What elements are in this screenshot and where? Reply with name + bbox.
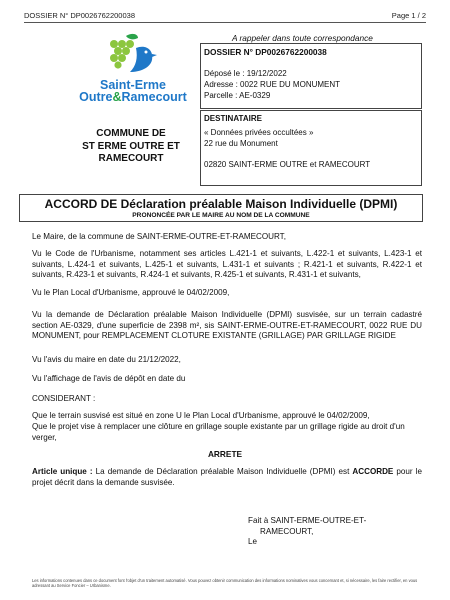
decision-title: ACCORD DE Déclaration préalable Maison Individuelle (DPMI) — [44, 197, 398, 211]
correspondance-note: A rappeler dans toute correspondance — [232, 33, 373, 43]
article-unique-paragraph: Article unique : La demande de Déclaration préalable Maison Individuelle (DPMI) est ACCORDE pour le projet décrit dans la demande susvisée. — [32, 467, 422, 487]
parcelle: Parcelle : AE-0329 — [204, 91, 271, 100]
page-number: Page 1 / 2 — [391, 11, 426, 20]
dossier-box-title: DOSSIER N° DP0026762200038 — [204, 47, 327, 57]
destinataire-street: 22 rue du Monument — [204, 139, 278, 148]
commune-name: COMMUNE DE ST ERME OUTRE ET RAMECOURT — [82, 128, 180, 164]
arrete-heading: ARRETE — [207, 449, 243, 459]
destinataire-title: DESTINATAIRE — [204, 114, 262, 123]
dossier-box — [200, 43, 422, 109]
destinataire-name: « Données privées occultées » — [204, 128, 314, 137]
dossier-reference: DOSSIER N° DP0026762200038 — [24, 11, 135, 20]
considerant-2: Que le projet vise à remplacer une clôture en grillage souple existante par un grillage rigide au droit d'un verger, — [32, 422, 405, 442]
avis-maire-line: Vu l'avis du maire en date du 21/12/2022, — [32, 355, 181, 364]
decision-title-box — [19, 194, 423, 222]
demande-paragraph: Vu la demande de Déclaration préalable Maison Individuelle (DPMI) susvisée, sur un terrain cadastré section AE-0329, d'une superficie de 2398 m², sis SAINT-ERME-OUTRE-ET-RAMECOURT, 0022 RUE DU MONUMENT, pour REMPLACEMENT CLOTURE EXISTANTE (GRILLAGE) PAR GRILLAGE RIGIDE — [32, 310, 422, 341]
header-divider — [24, 22, 426, 23]
accorde-word: ACCORDE — [352, 467, 394, 476]
affichage-line: Vu l'affichage de l'avis de dépôt en date du — [32, 374, 186, 383]
code-urbanisme-paragraph: Vu le Code de l'Urbanisme, notamment ses articles L.421-1 et suivants, L.422-1 et suivants, L.423-1 et suivants, L.424-1 et suivants, L.425-1 et suivants, L.431-1 et suivants ; R.421-1 et suivants, R.422-1 et suivants, R.423-1 et suivants, R.424-1 et suivants, R.425-1 et suivants, R.431-1 et suivants, — [32, 249, 422, 280]
privacy-footer: Les informations contenues dans ce document font l'objet d'un traitement automatisé. Vous pouvez obtenir communication des informations nominatives vous concernant et, si nécessaire, les faire rectifier, en vous adressant au Service Foncier – Urbanisme. — [32, 578, 418, 588]
destinataire-city: 02820 SAINT-ERME OUTRE et RAMECOURT — [204, 160, 371, 169]
considerant-heading: CONSIDERANT : — [32, 394, 96, 403]
destinataire-box — [200, 110, 422, 186]
logo-line-2: Outre&Ramecourt — [79, 90, 187, 104]
signature-block: Fait à SAINT-ERME-OUTRE-ET- RAMECOURT, Le — [248, 516, 367, 547]
logo-wordmark — [78, 79, 188, 103]
adresse: Adresse : 0022 RUE DU MONUMENT — [204, 80, 341, 89]
article-label: Article unique : — [32, 467, 93, 476]
decision-subtitle: PRONONCÉE PAR LE MAIRE AU NOM DE LA COMMUNE — [132, 212, 310, 219]
maire-line: Le Maire, de la commune de SAINT-ERME-OUTRE-ET-RAMECOURT, — [32, 232, 286, 241]
considerant-1: Que le terrain susvisé est situé en zone U le Plan Local d'Urbanisme, approuvé le 04/02/2009, — [32, 411, 370, 420]
grape-bird-icon — [78, 32, 188, 80]
depose-date: Déposé le : 19/12/2022 — [204, 69, 287, 78]
plu-line: Vu le Plan Local d'Urbanisme, approuvé le 04/02/2009, — [32, 288, 230, 297]
logo-line-1: Saint-Erme — [100, 78, 166, 92]
